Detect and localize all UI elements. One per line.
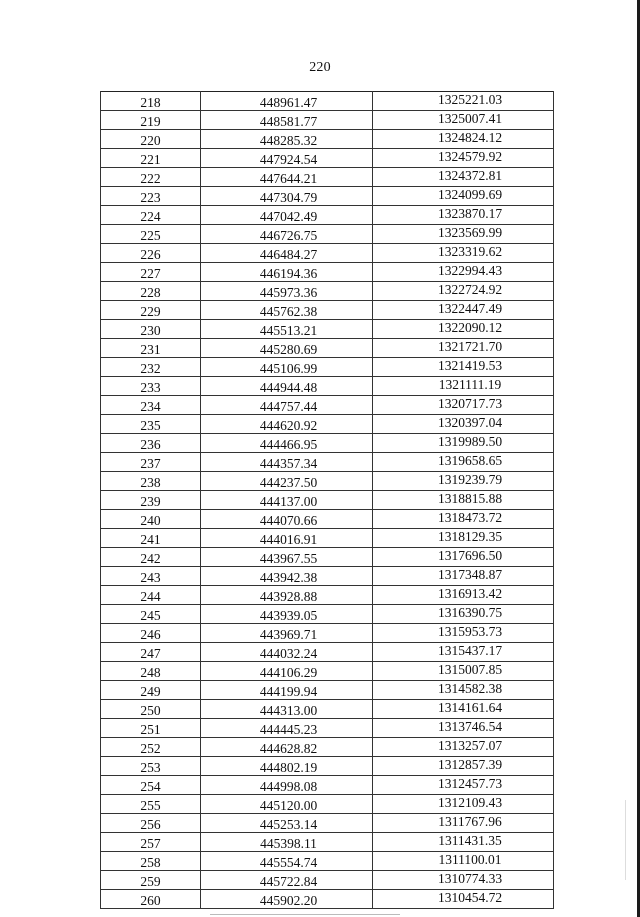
table-row <box>101 282 554 301</box>
table-row <box>101 700 554 719</box>
y-coordinate-cell: 1324099.69 <box>373 187 554 206</box>
point-number-cell: 233 <box>101 377 201 396</box>
point-number-cell: 218 <box>101 92 201 111</box>
x-coordinate-cell: 444137.00 <box>201 491 373 510</box>
table-row <box>101 491 554 510</box>
y-coordinate-cell: 1321419.53 <box>373 358 554 377</box>
table-row <box>101 529 554 548</box>
point-number-cell: 250 <box>101 700 201 719</box>
y-coordinate-cell: 1310774.33 <box>373 871 554 890</box>
point-number-cell: 225 <box>101 225 201 244</box>
y-coordinate-cell: 1319658.65 <box>373 453 554 472</box>
y-coordinate-cell: 1314161.64 <box>373 700 554 719</box>
y-coordinate-cell: 1324579.92 <box>373 149 554 168</box>
x-coordinate-cell: 445722.84 <box>201 871 373 890</box>
y-coordinate-cell: 1322447.49 <box>373 301 554 320</box>
point-number-cell: 241 <box>101 529 201 548</box>
table-row <box>101 358 554 377</box>
x-coordinate-cell: 443939.05 <box>201 605 373 624</box>
y-coordinate-cell: 1311431.35 <box>373 833 554 852</box>
y-coordinate-cell: 1315007.85 <box>373 662 554 681</box>
table-row <box>101 301 554 320</box>
y-coordinate-cell: 1319989.50 <box>373 434 554 453</box>
y-coordinate-cell: 1312457.73 <box>373 776 554 795</box>
y-coordinate-cell: 1311100.01 <box>373 852 554 871</box>
y-coordinate-cell: 1324372.81 <box>373 168 554 187</box>
x-coordinate-cell: 446194.36 <box>201 263 373 282</box>
y-coordinate-cell: 1321111.19 <box>373 377 554 396</box>
point-number-cell: 228 <box>101 282 201 301</box>
x-coordinate-cell: 444237.50 <box>201 472 373 491</box>
y-coordinate-cell: 1316390.75 <box>373 605 554 624</box>
y-coordinate-cell: 1322994.43 <box>373 263 554 282</box>
y-coordinate-cell: 1322724.92 <box>373 282 554 301</box>
y-coordinate-cell: 1313257.07 <box>373 738 554 757</box>
x-coordinate-cell: 445762.38 <box>201 301 373 320</box>
x-coordinate-cell: 445554.74 <box>201 852 373 871</box>
point-number-cell: 237 <box>101 453 201 472</box>
y-coordinate-cell: 1324824.12 <box>373 130 554 149</box>
point-number-cell: 221 <box>101 149 201 168</box>
x-coordinate-cell: 446484.27 <box>201 244 373 263</box>
point-number-cell: 230 <box>101 320 201 339</box>
y-coordinate-cell: 1315953.73 <box>373 624 554 643</box>
point-number-cell: 236 <box>101 434 201 453</box>
point-number-cell: 242 <box>101 548 201 567</box>
x-coordinate-cell: 447924.54 <box>201 149 373 168</box>
table-row <box>101 510 554 529</box>
x-coordinate-cell: 447304.79 <box>201 187 373 206</box>
y-coordinate-cell: 1320397.04 <box>373 415 554 434</box>
scan-artifact-line <box>625 800 626 880</box>
coordinates-table <box>100 91 554 909</box>
point-number-cell: 240 <box>101 510 201 529</box>
x-coordinate-cell: 443942.38 <box>201 567 373 586</box>
point-number-cell: 257 <box>101 833 201 852</box>
y-coordinate-cell: 1321721.70 <box>373 339 554 358</box>
x-coordinate-cell: 445253.14 <box>201 814 373 833</box>
x-coordinate-cell: 447644.21 <box>201 168 373 187</box>
point-number-cell: 232 <box>101 358 201 377</box>
y-coordinate-cell: 1318473.72 <box>373 510 554 529</box>
point-number-cell: 246 <box>101 624 201 643</box>
x-coordinate-cell: 445973.36 <box>201 282 373 301</box>
x-coordinate-cell: 444466.95 <box>201 434 373 453</box>
x-coordinate-cell: 444802.19 <box>201 757 373 776</box>
y-coordinate-cell: 1311767.96 <box>373 814 554 833</box>
y-coordinate-cell: 1318129.35 <box>373 529 554 548</box>
y-coordinate-cell: 1323319.62 <box>373 244 554 263</box>
table-row <box>101 624 554 643</box>
point-number-cell: 239 <box>101 491 201 510</box>
table-row <box>101 149 554 168</box>
x-coordinate-cell: 445120.00 <box>201 795 373 814</box>
coordinates-table-wrapper <box>100 91 553 909</box>
table-row <box>101 605 554 624</box>
point-number-cell: 235 <box>101 415 201 434</box>
y-coordinate-cell: 1325221.03 <box>373 92 554 111</box>
point-number-cell: 238 <box>101 472 201 491</box>
x-coordinate-cell: 445280.69 <box>201 339 373 358</box>
point-number-cell: 259 <box>101 871 201 890</box>
table-row <box>101 434 554 453</box>
x-coordinate-cell: 444445.23 <box>201 719 373 738</box>
x-coordinate-cell: 444628.82 <box>201 738 373 757</box>
x-coordinate-cell: 444620.92 <box>201 415 373 434</box>
y-coordinate-cell: 1323870.17 <box>373 206 554 225</box>
point-number-cell: 229 <box>101 301 201 320</box>
table-row <box>101 320 554 339</box>
table-row <box>101 738 554 757</box>
table-row <box>101 890 554 909</box>
point-number-cell: 220 <box>101 130 201 149</box>
table-row <box>101 852 554 871</box>
coordinates-table-body <box>101 92 554 909</box>
table-row <box>101 833 554 852</box>
x-coordinate-cell: 447042.49 <box>201 206 373 225</box>
table-row <box>101 263 554 282</box>
y-coordinate-cell: 1320717.73 <box>373 396 554 415</box>
table-row <box>101 757 554 776</box>
table-row <box>101 795 554 814</box>
table-row <box>101 681 554 700</box>
x-coordinate-cell: 444998.08 <box>201 776 373 795</box>
point-number-cell: 253 <box>101 757 201 776</box>
table-row <box>101 187 554 206</box>
x-coordinate-cell: 444313.00 <box>201 700 373 719</box>
page-number: 220 <box>309 60 331 75</box>
x-coordinate-cell: 444357.34 <box>201 453 373 472</box>
x-coordinate-cell: 444106.29 <box>201 662 373 681</box>
table-row <box>101 225 554 244</box>
y-coordinate-cell: 1315437.17 <box>373 643 554 662</box>
table-row <box>101 168 554 187</box>
x-coordinate-cell: 445513.21 <box>201 320 373 339</box>
y-coordinate-cell: 1310454.72 <box>373 890 554 909</box>
x-coordinate-cell: 444070.66 <box>201 510 373 529</box>
x-coordinate-cell: 444944.48 <box>201 377 373 396</box>
table-row <box>101 206 554 225</box>
x-coordinate-cell: 443969.71 <box>201 624 373 643</box>
y-coordinate-cell: 1314582.38 <box>373 681 554 700</box>
point-number-cell: 231 <box>101 339 201 358</box>
table-row <box>101 548 554 567</box>
x-coordinate-cell: 444757.44 <box>201 396 373 415</box>
point-number-cell: 260 <box>101 890 201 909</box>
point-number-cell: 254 <box>101 776 201 795</box>
y-coordinate-cell: 1318815.88 <box>373 491 554 510</box>
y-coordinate-cell: 1317696.50 <box>373 548 554 567</box>
point-number-cell: 224 <box>101 206 201 225</box>
x-coordinate-cell: 446726.75 <box>201 225 373 244</box>
table-row <box>101 871 554 890</box>
y-coordinate-cell: 1316913.42 <box>373 586 554 605</box>
table-row <box>101 776 554 795</box>
x-coordinate-cell: 448285.32 <box>201 130 373 149</box>
table-row <box>101 244 554 263</box>
x-coordinate-cell: 444016.91 <box>201 529 373 548</box>
table-row <box>101 396 554 415</box>
x-coordinate-cell: 444032.24 <box>201 643 373 662</box>
x-coordinate-cell: 444199.94 <box>201 681 373 700</box>
table-row <box>101 567 554 586</box>
point-number-cell: 249 <box>101 681 201 700</box>
point-number-cell: 248 <box>101 662 201 681</box>
scan-artifact-line <box>210 914 400 915</box>
point-number-cell: 256 <box>101 814 201 833</box>
x-coordinate-cell: 445106.99 <box>201 358 373 377</box>
table-row <box>101 92 554 111</box>
table-row <box>101 814 554 833</box>
point-number-cell: 244 <box>101 586 201 605</box>
table-row <box>101 643 554 662</box>
point-number-cell: 226 <box>101 244 201 263</box>
x-coordinate-cell: 448961.47 <box>201 92 373 111</box>
table-row <box>101 339 554 358</box>
point-number-cell: 219 <box>101 111 201 130</box>
table-row <box>101 662 554 681</box>
y-coordinate-cell: 1323569.99 <box>373 225 554 244</box>
table-row <box>101 111 554 130</box>
y-coordinate-cell: 1312857.39 <box>373 757 554 776</box>
table-row <box>101 415 554 434</box>
table-row <box>101 377 554 396</box>
table-row <box>101 453 554 472</box>
point-number-cell: 251 <box>101 719 201 738</box>
table-row <box>101 130 554 149</box>
y-coordinate-cell: 1313746.54 <box>373 719 554 738</box>
point-number-cell: 222 <box>101 168 201 187</box>
point-number-cell: 227 <box>101 263 201 282</box>
y-coordinate-cell: 1312109.43 <box>373 795 554 814</box>
x-coordinate-cell: 445902.20 <box>201 890 373 909</box>
y-coordinate-cell: 1317348.87 <box>373 567 554 586</box>
point-number-cell: 247 <box>101 643 201 662</box>
point-number-cell: 245 <box>101 605 201 624</box>
x-coordinate-cell: 443967.55 <box>201 548 373 567</box>
point-number-cell: 255 <box>101 795 201 814</box>
point-number-cell: 223 <box>101 187 201 206</box>
point-number-cell: 243 <box>101 567 201 586</box>
x-coordinate-cell: 443928.88 <box>201 586 373 605</box>
point-number-cell: 252 <box>101 738 201 757</box>
table-row <box>101 586 554 605</box>
point-number-cell: 258 <box>101 852 201 871</box>
x-coordinate-cell: 448581.77 <box>201 111 373 130</box>
y-coordinate-cell: 1322090.12 <box>373 320 554 339</box>
table-row <box>101 472 554 491</box>
x-coordinate-cell: 445398.11 <box>201 833 373 852</box>
point-number-cell: 234 <box>101 396 201 415</box>
table-row <box>101 719 554 738</box>
y-coordinate-cell: 1325007.41 <box>373 111 554 130</box>
y-coordinate-cell: 1319239.79 <box>373 472 554 491</box>
